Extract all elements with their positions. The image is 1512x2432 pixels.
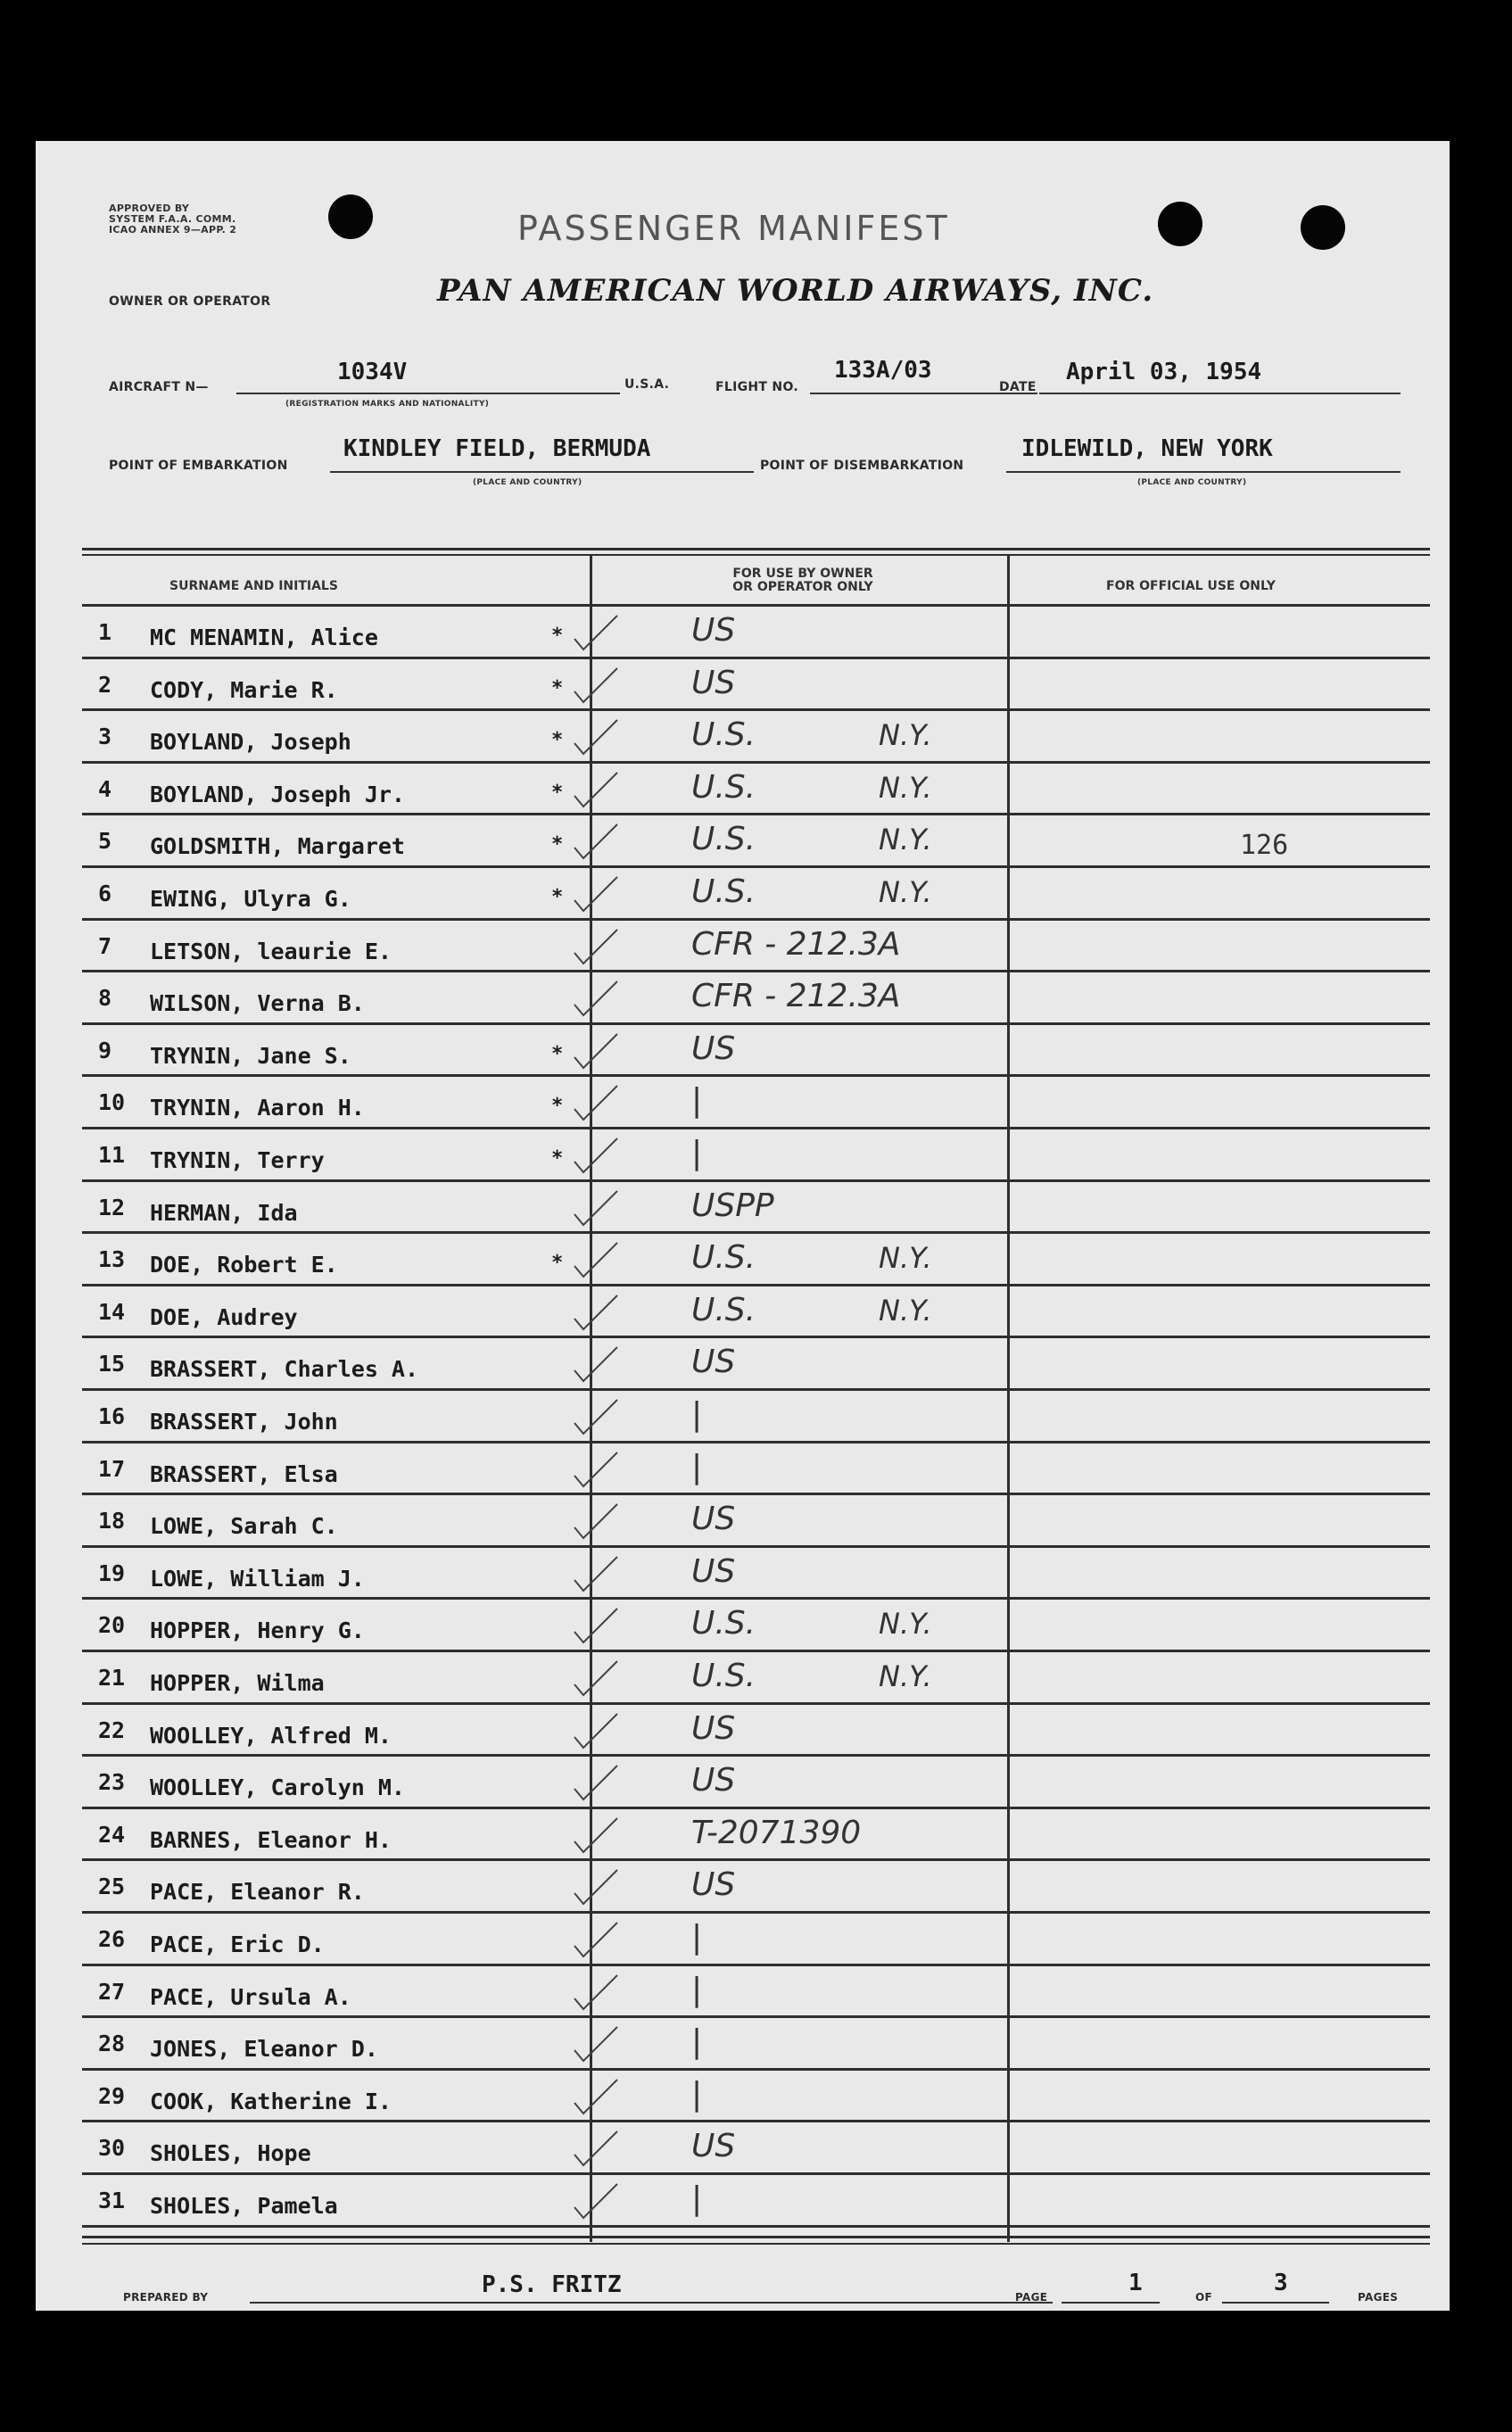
owner-column-header [669,567,937,594]
punch-hole-right-1 [1158,202,1202,246]
check-mark-icon [571,767,624,812]
passenger-name: HOPPER, Wilma [150,1670,325,1696]
official-note: 126 [1240,830,1289,861]
date-underline [1039,393,1400,394]
row-number: 15 [98,1351,126,1377]
row-number: 5 [98,828,112,855]
check-mark-icon [571,1394,624,1439]
table-top-rule [82,548,1430,550]
passenger-name: DOE, Robert E. [150,1252,338,1278]
asterisk-mark: * [551,1252,564,1275]
passenger-name: BARNES, Eleanor H. [150,1826,392,1853]
passenger-name: TRYNIN, Aaron H. [150,1095,365,1121]
date-value: April 03, 1954 [1066,359,1262,385]
row-number: 7 [98,932,112,959]
owner-column-header-line1: FOR USE BY OWNER [732,567,873,581]
table-row [36,1809,1450,1861]
passenger-name: GOLDSMITH, Margaret [150,833,405,860]
check-mark-icon [571,924,624,969]
table-row [36,1182,1450,1234]
passenger-name: SHOLES, Hope [150,2140,311,2167]
passenger-name: LETSON, leaurie E. [150,938,392,964]
owner-note-state: N.Y. [879,1241,932,1276]
passenger-name: PACE, Eleanor R. [150,1879,365,1906]
owner-note: U.S. [691,1239,756,1277]
check-mark-icon [571,1760,624,1805]
check-mark-icon [571,663,624,707]
passenger-name: EWING, Ulyra G. [150,886,351,912]
owner-note: | [691,1396,703,1433]
row-number: 1 [98,619,112,645]
row-number: 19 [98,1559,126,1586]
official-column-header: FOR OFFICIAL USE ONLY [1106,579,1276,593]
page-label: PAGE [1015,2291,1048,2304]
asterisk-mark: * [551,886,564,908]
passenger-name: LOWE, William J. [150,1565,365,1592]
passenger-name: COOK, Katherine I. [150,2088,392,2114]
passenger-name: BOYLAND, Joseph [150,729,351,756]
passenger-name: BRASSERT, Charles A. [150,1356,419,1383]
page-title: PASSENGER MANIFEST [517,209,950,248]
check-mark-icon [571,1865,624,1909]
table-row [36,1705,1450,1757]
row-number: 25 [98,1874,126,1900]
owner-note: U.S. [691,1605,756,1642]
row-number: 13 [98,1246,126,1273]
prepared-underline [250,2302,1053,2304]
owner-note: CFR - 212.3A [691,978,901,1015]
table-bottom-rule-2 [82,2243,1430,2245]
approval-line-3: ICAO ANNEX 9—APP. 2 [109,224,237,236]
country-label: U.S.A. [624,377,670,392]
asterisk-mark: * [551,625,564,647]
check-mark-icon [571,1603,624,1648]
passenger-name: TRYNIN, Terry [150,1147,325,1173]
owner-note: USPP [691,1187,774,1224]
table-row [36,1025,1450,1077]
table-row [36,1234,1450,1286]
row-number: 11 [98,1142,126,1168]
owner-note: | [691,1135,703,1171]
table-row [36,1495,1450,1547]
table-row [36,1966,1450,2018]
check-mark-icon [571,1551,624,1596]
table-row [36,607,1450,658]
owner-note: U.S. [691,821,756,858]
row-number: 18 [98,1508,126,1534]
table-row [36,659,1450,711]
asterisk-mark: * [551,1147,564,1170]
row-number: 24 [98,1821,126,1848]
table-top-rule-2 [82,554,1430,556]
table-row [36,2071,1450,2122]
row-number: 12 [98,1194,126,1220]
owner-note: US [691,1709,736,1747]
row-number: 10 [98,1089,126,1116]
owner-note: | [691,2075,703,2113]
table-row [36,1286,1450,1338]
table-row [36,2175,1450,2227]
passenger-name: BRASSERT, John [150,1409,338,1435]
check-mark-icon [571,1133,624,1178]
check-mark-icon [571,976,624,1021]
table-row [36,868,1450,920]
passenger-name: PACE, Eric D. [150,1932,325,1957]
page-value: 1 [1128,2270,1143,2296]
aircraft-label: AIRCRAFT N— [109,380,209,394]
passenger-name: WOOLLEY, Carolyn M. [150,1774,405,1801]
row-number: 27 [98,1978,126,2005]
owner-note: U.S. [691,768,756,806]
of-underline [1222,2302,1329,2304]
check-mark-icon [571,1970,624,2014]
owner-label: OWNER OR OPERATOR [109,294,271,309]
owner-note: | [691,1082,703,1120]
disembarkation-value: IDLEWILD, NEW YORK [1021,435,1273,462]
check-mark-icon [571,1029,624,1073]
check-mark-icon [571,1342,624,1386]
disembarkation-underline [1006,471,1400,473]
embarkation-underline [330,471,754,473]
table-row [36,972,1450,1024]
date-label: DATE [999,380,1037,394]
row-number: 22 [98,1716,126,1743]
prepared-label: PREPARED BY [123,2291,209,2304]
check-mark-icon [571,610,624,655]
table-row [36,1077,1450,1129]
surname-column-header: SURNAME AND INITIALS [169,579,338,593]
approval-block [109,203,236,236]
row-number: 26 [98,1926,126,1952]
row-number: 30 [98,2135,126,2162]
asterisk-mark: * [551,1095,564,1118]
row-number: 9 [98,1037,112,1063]
passenger-name: SHOLES, Pamela [150,2193,338,2219]
disembarkation-label: POINT OF DISEMBARKATION [760,459,964,473]
asterisk-mark: * [551,676,564,699]
owner-note: U.S. [691,1291,756,1328]
row-number: 20 [98,1612,126,1639]
passenger-name: DOE, Audrey [150,1303,298,1330]
table-row [36,1861,1450,1913]
check-mark-icon [571,1656,624,1700]
row-number: 6 [98,881,112,906]
owner-note: | [691,1971,703,2008]
table-bottom-rule [82,2236,1430,2238]
check-mark-icon [571,1813,624,1857]
owner-note: US [691,612,736,649]
passenger-name: CODY, Marie R. [150,676,338,703]
owner-note: US [691,1501,736,1538]
embarkation-caption: (PLACE AND COUNTRY) [473,478,582,487]
table-row [36,1600,1450,1651]
embarkation-label: POINT OF EMBARKATION [109,459,288,473]
passenger-name: PACE, Ursula A. [150,1983,351,2010]
owner-note: US [691,1866,736,1904]
passenger-name: MC MENAMIN, Alice [150,625,378,650]
registration-caption: (REGISTRATION MARKS AND NATIONALITY) [285,400,490,409]
table-row [36,1914,1450,1965]
row-number: 28 [98,2031,126,2057]
owner-note: U.S. [691,873,756,910]
passenger-name: WILSON, Verna B. [150,990,365,1017]
row-number: 8 [98,985,112,1012]
owner-note: US [691,1030,736,1067]
table-row [36,764,1450,815]
owner-note-state: N.Y. [879,1659,932,1693]
table-row [36,1757,1450,1808]
check-mark-icon [571,715,624,759]
pages-label: PAGES [1358,2291,1399,2304]
table-row [36,2122,1450,2174]
owner-note: US [691,1344,736,1381]
page-underline [1062,2302,1160,2304]
aircraft-value: 1034V [337,359,408,385]
asterisk-mark: * [551,1042,564,1065]
owner-note: | [691,1919,703,1956]
asterisk-mark: * [551,781,564,804]
passenger-name: BRASSERT, Elsa [150,1460,338,1487]
row-number: 16 [98,1403,126,1429]
check-mark-icon [571,1080,624,1125]
row-number: 21 [98,1665,126,1691]
asterisk-mark: * [551,833,564,856]
of-value: 3 [1274,2270,1288,2296]
check-mark-icon [571,2179,624,2223]
owner-note-state: N.Y. [879,718,932,753]
row-number: 17 [98,1455,126,1482]
check-mark-icon [571,872,624,916]
passenger-name: WOOLLEY, Alfred M. [150,1722,392,1749]
owner-note-state: N.Y. [879,1293,932,1328]
owner-note: US [691,1762,736,1799]
table-row [36,1391,1450,1443]
owner-note: CFR - 212.3A [691,925,901,963]
passenger-name: BOYLAND, Joseph Jr. [150,781,405,807]
passenger-name: TRYNIN, Jane S. [150,1042,351,1069]
table-row [36,711,1450,763]
table-row [36,1443,1450,1495]
passenger-name: LOWE, Sarah C. [150,1513,338,1540]
owner-column-header-line2: OR OPERATOR ONLY [732,580,873,594]
row-number: 14 [98,1298,126,1325]
punch-hole-right-2 [1301,205,1345,250]
owner-note: U.S. [691,1658,756,1694]
check-mark-icon [571,2022,624,2066]
check-mark-icon [571,2126,624,2171]
owner-note: US [691,664,736,701]
row-number: 23 [98,1769,126,1796]
check-mark-icon [571,1237,624,1282]
check-mark-icon [571,2074,624,2119]
owner-note: US [691,2128,736,2165]
manifest-paper [36,141,1450,2311]
airline-name: PAN AMERICAN WORLD AIRWAYS, INC. [437,273,1154,309]
table-row [36,1652,1450,1704]
row-number: 31 [98,2188,126,2213]
owner-note: | [691,2180,703,2217]
owner-note: T-2071390 [691,1814,862,1851]
approval-line-1: APPROVED BY [109,203,190,214]
table-row [36,1338,1450,1390]
row-rule [82,2225,1430,2228]
embarkation-value: KINDLEY FIELD, BERMUDA [343,435,651,462]
flight-label: FLIGHT NO. [715,380,798,394]
check-mark-icon [571,1290,624,1335]
punch-hole-left [328,194,373,239]
row-number: 2 [98,671,112,698]
table-row [36,1129,1450,1181]
check-mark-icon [571,1499,624,1543]
owner-note: | [691,2023,703,2061]
row-number: 3 [98,724,112,750]
disembarkation-caption: (PLACE AND COUNTRY) [1137,478,1247,487]
prepared-value: P.S. FRITZ [482,2271,622,2298]
check-mark-icon [571,819,624,864]
owner-note-state: N.Y. [879,1607,932,1642]
row-number: 29 [98,2082,126,2109]
owner-note: US [691,1552,736,1590]
approval-line-2: SYSTEM F.A.A. COMM. [109,213,236,225]
owner-note-state: N.Y. [879,823,932,857]
table-row [36,815,1450,867]
owner-note: U.S. [691,716,756,754]
owner-note-state: N.Y. [879,770,932,805]
flight-value: 133A/03 [834,357,932,384]
row-number: 4 [98,775,112,802]
table-row [36,921,1450,972]
passenger-name: HERMAN, Ida [150,1199,298,1226]
asterisk-mark: * [551,729,564,752]
check-mark-icon [571,1708,624,1753]
owner-note-state: N.Y. [879,875,932,909]
owner-note: | [691,1448,703,1485]
of-label: OF [1195,2291,1212,2304]
passenger-name: HOPPER, Henry G. [150,1617,365,1644]
passenger-name: JONES, Eleanor D. [150,2036,378,2063]
table-row [36,1548,1450,1600]
check-mark-icon [571,1447,624,1492]
aircraft-underline [236,393,620,394]
check-mark-icon [571,1917,624,1962]
table-row [36,2018,1450,2070]
check-mark-icon [571,1186,624,1230]
